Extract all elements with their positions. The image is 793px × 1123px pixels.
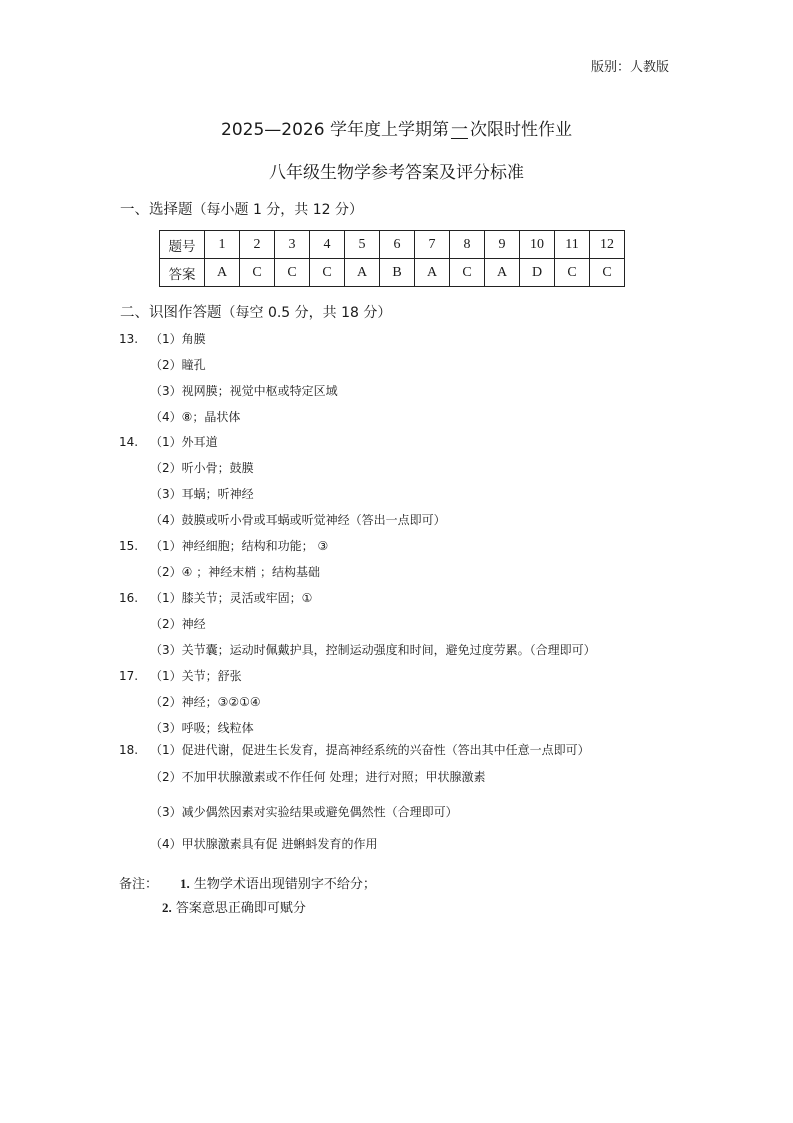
answer-line: （4）鼓膜或听小骨或耳蜗或听觉神经（答出一点即可） [150, 513, 446, 527]
table-cell: 1 [205, 231, 240, 259]
table-cell: D [520, 259, 555, 287]
title-blank: 一 [450, 120, 468, 140]
table-cell: 5 [345, 231, 380, 259]
answer-line: （2）神经；③②①④ [150, 695, 261, 709]
note-number: 1. [180, 876, 190, 891]
table-header-answer: 答案 [160, 259, 205, 287]
table-row-answers [160, 259, 625, 287]
document-title [0, 115, 793, 140]
answer-line: （4）甲状腺激素具有促 进蝌蚪发育的作用 [150, 837, 378, 851]
answer-line: （2）不加甲状腺激素或不作任何 处理；进行对照；甲状腺激素 [150, 770, 486, 784]
title-prefix: 2025—2026 学年度上学期第 [221, 120, 449, 140]
note-1 [180, 873, 376, 892]
answer-line: （1）膝关节；灵活或牢固；① [150, 591, 313, 605]
answer-table [159, 230, 625, 287]
answer-line: （4）⑧；晶状体 [150, 410, 241, 424]
table-cell: C [310, 259, 345, 287]
note-number: 2. [162, 900, 172, 915]
table-cell: 3 [275, 231, 310, 259]
table-cell: 7 [415, 231, 450, 259]
table-cell: 2 [240, 231, 275, 259]
title-suffix: 次限时性作业 [469, 120, 572, 140]
section-heading-diagram [120, 301, 391, 322]
table-cell: A [205, 259, 240, 287]
table-header-number: 题号 [160, 231, 205, 259]
answer-line: （1）角膜 [150, 332, 206, 346]
table-cell: A [485, 259, 520, 287]
question-number: 14. [119, 435, 139, 449]
question-number: 17. [119, 669, 139, 683]
answer-line: （3）视网膜；视觉中枢或特定区域 [150, 384, 338, 398]
note-text: 答案意思正确即可赋分 [171, 901, 306, 916]
answer-line: （2）听小骨；鼓膜 [150, 461, 254, 475]
note-2 [162, 897, 306, 916]
section-points: （每空 0.5 分，共 18 分） [221, 305, 392, 321]
section-heading-choice [120, 198, 363, 219]
document-subtitle: 八年级生物学参考答案及评分标准 [269, 163, 524, 183]
table-cell: C [555, 259, 590, 287]
answer-line: （1）外耳道 [150, 435, 218, 449]
answer-line: （2）神经 [150, 617, 206, 631]
notes-label: 备注： [119, 877, 159, 892]
table-cell: A [345, 259, 380, 287]
table-cell: 9 [485, 231, 520, 259]
edition-label: 版别：人教版 [591, 60, 670, 75]
answer-line: （1）促进代谢，促进生长发育，提高神经系统的兴奋性（答出其中任意一点即可） [150, 743, 590, 757]
question-number: 16. [119, 591, 139, 605]
table-cell: A [415, 259, 450, 287]
table-row-numbers [160, 231, 625, 259]
answer-line: （1）关节；舒张 [150, 669, 242, 683]
question-number: 15. [119, 539, 139, 553]
table-cell: C [450, 259, 485, 287]
section-points: （每小题 1 分，共 12 分） [192, 202, 364, 218]
answer-line: （2）④ ；神经末梢 ；结构基础 [150, 565, 321, 579]
table-cell: 6 [380, 231, 415, 259]
table-cell: C [590, 259, 625, 287]
table-cell: 10 [520, 231, 555, 259]
answer-line: （3）耳蜗；听神经 [150, 487, 254, 501]
table-cell: 4 [310, 231, 345, 259]
question-number: 18. [119, 743, 139, 757]
answer-line: （2）瞳孔 [150, 358, 206, 372]
table-cell: 8 [450, 231, 485, 259]
section-label: 二、识图作答题 [120, 305, 222, 321]
table-cell: 12 [590, 231, 625, 259]
answer-line: （3）呼吸；线粒体 [150, 721, 254, 735]
table-cell: C [240, 259, 275, 287]
answer-line: （3）关节囊；运动时佩戴护具，控制运动强度和时间，避免过度劳累。（合理即可） [150, 643, 596, 657]
table-cell: 11 [555, 231, 590, 259]
table-cell: B [380, 259, 415, 287]
question-number: 13. [119, 332, 139, 346]
answer-line: （1）神经细胞；结构和功能； ③ [150, 539, 329, 553]
section-label: 一、选择题 [120, 202, 193, 218]
note-text: 生物学术语出现错别字不给分； [189, 877, 376, 892]
table-cell: C [275, 259, 310, 287]
answer-line: （3）减少偶然因素对实验结果或避免偶然性（合理即可） [150, 805, 458, 819]
